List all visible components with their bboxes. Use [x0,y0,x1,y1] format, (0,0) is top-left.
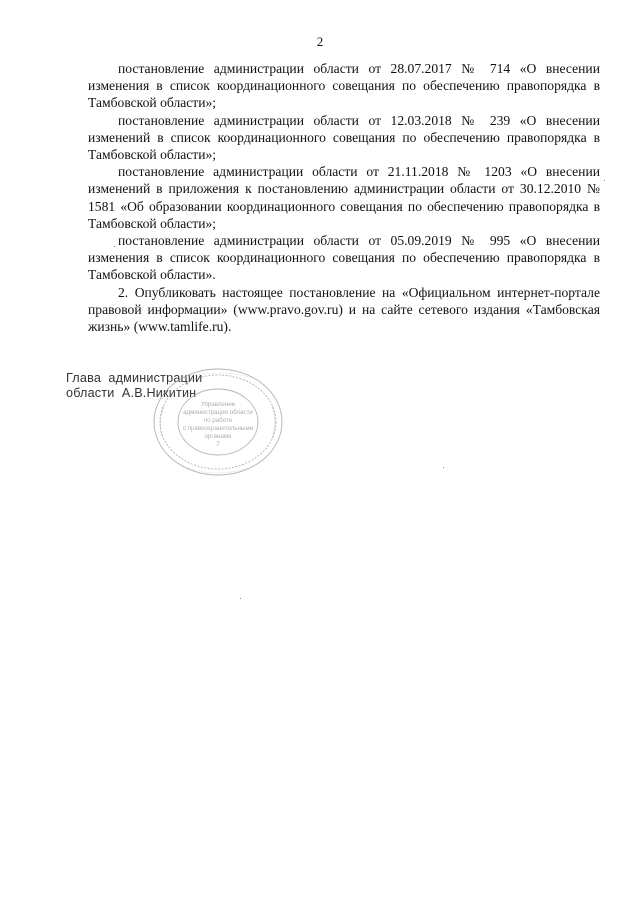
page-number: 2 [316,34,324,49]
scan-speck [114,246,115,247]
seal-text-line: администрации области [183,409,253,416]
paragraph-resolution-239: постановление администрации области от 12.03.2018 № 239 «О внесении изменений в список координационного совещания по обеспечению правопорядка в Тамбовской области»; [88,112,600,163]
scan-speck [240,598,241,599]
seal-text-line: органами [204,433,232,440]
seal-text-line: с правоохранительными [182,425,254,432]
signature-name: области А.В.Никитин [66,385,197,400]
document-body [88,60,600,335]
paragraph-resolution-714: постановление администрации области от 28.07.2017 № 714 «О внесении изменения в список координационного совещания по обеспечению правопорядка в Тамбовской области»; [88,61,600,111]
signature-position: Глава администрации [66,371,203,385]
seal-text-line: 7 [216,441,220,448]
official-seal-stamp [148,366,284,482]
scan-speck [443,467,444,468]
seal-text-line: Управление [200,401,236,408]
seal-text-line: по работе [203,417,233,424]
paragraph-resolution-995: постановление администрации области от 05.09.2019 № 995 «О внесении изменения в список координационного совещания по обеспечению правопорядка в Тамбовской области». [88,233,600,283]
paragraph-resolution-1203: постановление администрации области от 21.11.2018 № 1203 «О внесении изменений в приложения к постановлению администрации области от 30.12.2010 № 1581 «Об образовании координационного совещания по обеспечению правопорядка в Тамбовской области»; [88,164,600,231]
paragraph-publication-clause: 2. Опубликовать настоящее постановление на «Официальном интернет-портале правовой информации» (www.pravo.gov.ru) и на сайте сетевого издания «Тамбовская жизнь» (www.tamlife.ru). [88,284,600,335]
scan-speck [604,180,605,181]
